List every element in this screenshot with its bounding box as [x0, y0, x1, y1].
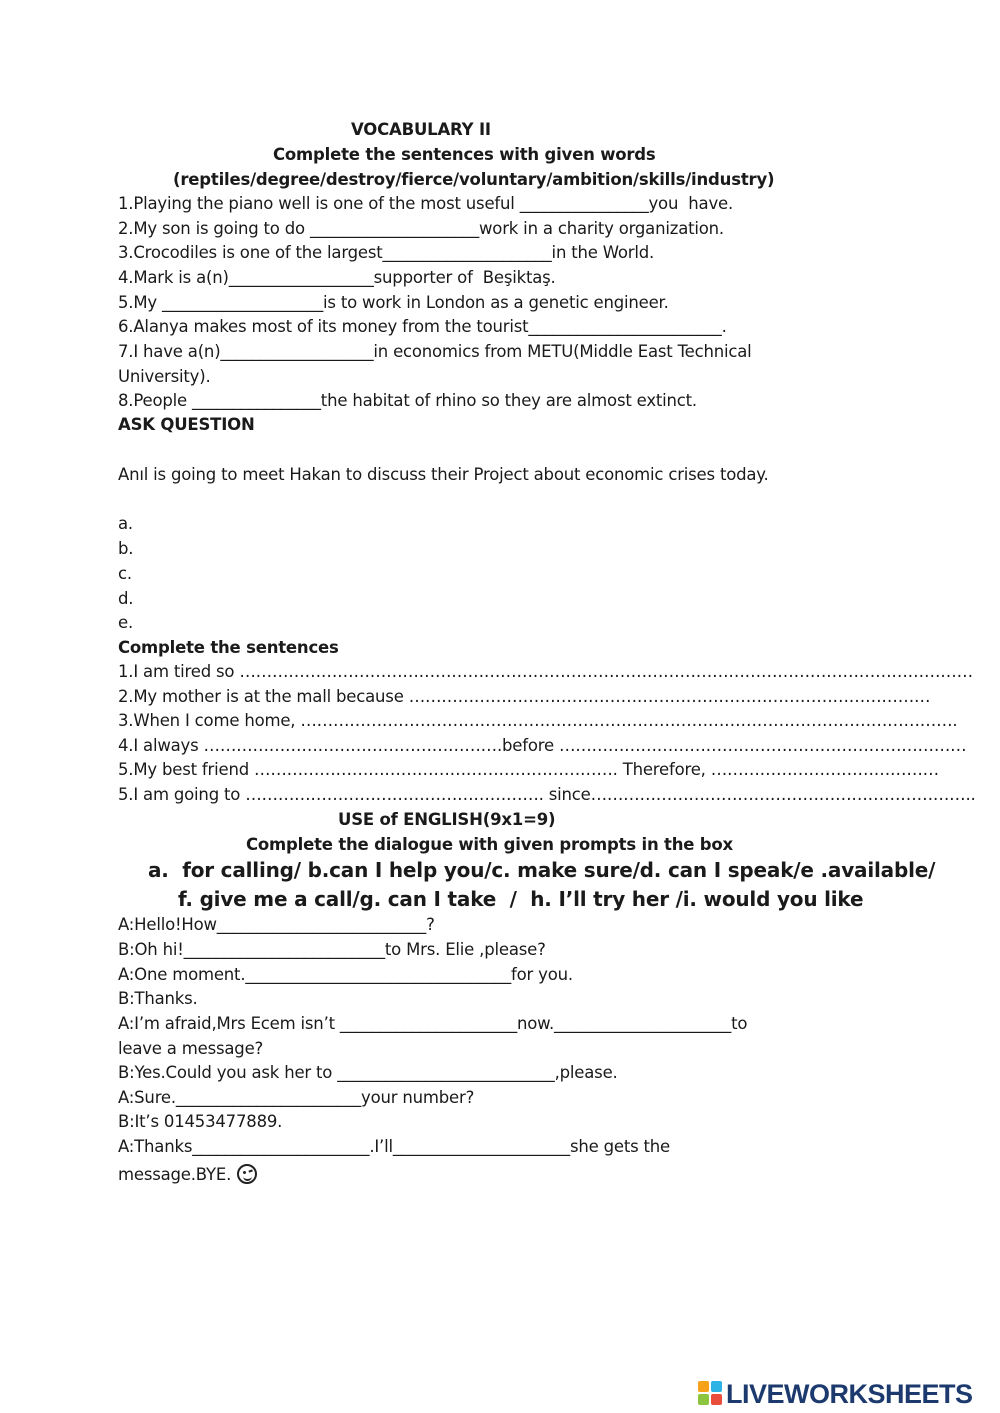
dialogue-closing-text: message.BYE. [118, 1165, 232, 1184]
complete-item-1: 1.I am tired so ……………………………………………………………………………………………………………………… [118, 662, 973, 681]
dialogue-line-1: A:Hello!How__________________________? [118, 915, 435, 934]
vocab-item-7-continued: University). [118, 367, 211, 386]
complete-sentences-heading: Complete the sentences [118, 638, 339, 657]
vocab-item-8: 8.People ________________the habitat of rhino so they are almost extinct. [118, 391, 697, 410]
dialogue-line-4: B:Thanks. [118, 989, 198, 1008]
complete-item-4: 4.I always ……………………………………………….before ………………………………………………………………… [118, 736, 967, 755]
question-letter-e: e. [118, 613, 133, 632]
logo-square-4 [711, 1394, 722, 1405]
dialogue-line-8: B:It’s 01453477889. [118, 1112, 283, 1131]
vocabulary-instruction: Complete the sentences with given words [273, 145, 656, 164]
liveworksheets-logo [698, 1380, 973, 1408]
question-letter-c: c. [118, 564, 132, 583]
vocab-item-1: 1.Playing the piano well is one of the most useful ________________you have. [118, 194, 734, 213]
vocab-item-2: 2.My son is going to do _____________________work in a charity organization. [118, 219, 724, 238]
question-letter-d: d. [118, 589, 134, 608]
dialogue-line-9: A:Thanks______________________.I’ll______________________she gets the [118, 1137, 671, 1156]
question-letter-b: b. [118, 539, 134, 558]
vocab-item-3: 3.Crocodiles is one of the largest_____________________in the World. [118, 243, 655, 262]
dialogue-line-7: A:Sure._______________________your number? [118, 1088, 475, 1107]
prompts-line-2: f. give me a call/g. can I take / h. I’ll try her /i. would you like [178, 887, 864, 911]
logo-square-2 [711, 1381, 722, 1392]
vocab-item-7: 7.I have a(n)___________________in economics from METU(Middle East Technical [118, 342, 752, 361]
dialogue-line-9-continued [118, 1164, 257, 1186]
logo-square-3 [698, 1394, 709, 1405]
logo-text: LIVEWORKSHEETS [726, 1378, 973, 1409]
liveworksheets-logo-icon [698, 1381, 724, 1407]
vocabulary-word-list: (reptiles/degree/destroy/fierce/voluntary/ambition/skills/industry) [173, 170, 775, 189]
use-of-english-instruction: Complete the dialogue with given prompts in the box [246, 835, 733, 854]
dialogue-line-5: A:I’m afraid,Mrs Ecem isn’t ______________________now.______________________to [118, 1014, 748, 1033]
ask-question-prompt: Anıl is going to meet Hakan to discuss their Project about economic crises today. [118, 465, 769, 484]
question-letter-a: a. [118, 514, 133, 533]
complete-item-5: 5.My best friend …………………………………………………………. Therefore, …………………………………… [118, 760, 939, 779]
complete-item-3: 3.When I come home, …………………………………………………………………………………………………………. [118, 711, 958, 730]
vocabulary-title: VOCABULARY II [351, 120, 491, 139]
dialogue-line-3: A:One moment._________________________________for you. [118, 965, 573, 984]
prompts-line-1: a. for calling/ b.can I help you/c. make sure/d. can I speak/e .available/ [148, 858, 936, 882]
vocab-item-5: 5.My ____________________is to work in London as a genetic engineer. [118, 293, 669, 312]
dialogue-line-6: B:Yes.Could you ask her to ___________________________,please. [118, 1063, 618, 1082]
logo-square-1 [698, 1381, 709, 1392]
complete-item-2: 2.My mother is at the mall because …………………………………………………………………………………… [118, 687, 931, 706]
vocab-item-4: 4.Mark is a(n)__________________supporter of Beşiktaş. [118, 268, 556, 287]
dialogue-line-5-continued: leave a message? [118, 1039, 264, 1058]
complete-item-6: 5.I am going to ………………………………………………. since…………………………………………………………….. [118, 785, 976, 804]
winking-face-icon [237, 1164, 257, 1184]
ask-question-heading: ASK QUESTION [118, 415, 255, 434]
vocab-item-6: 6.Alanya makes most of its money from the tourist________________________. [118, 317, 727, 336]
dialogue-line-2: B:Oh hi!_________________________to Mrs. Elie ,please? [118, 940, 546, 959]
use-of-english-title: USE of ENGLISH(9x1=9) [338, 810, 556, 829]
